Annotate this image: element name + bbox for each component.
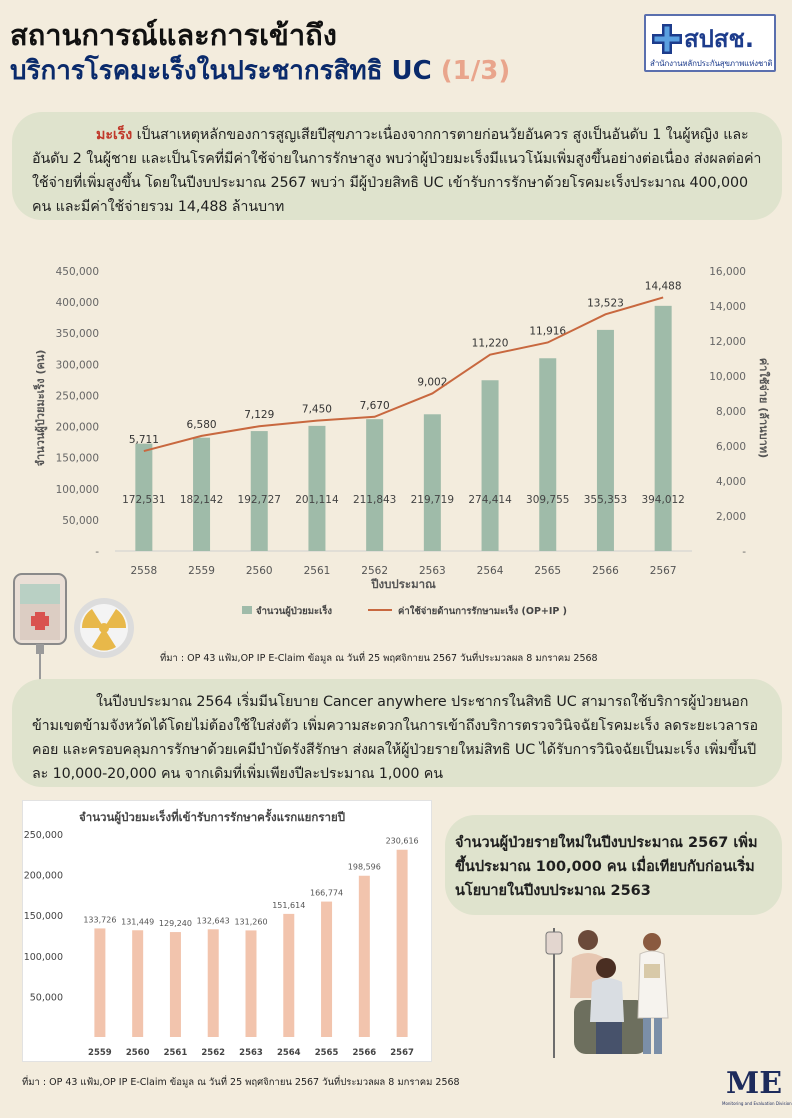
y2-tick-label: 2,000 <box>715 511 746 523</box>
y2-tick-label: 14,000 <box>709 301 746 313</box>
bar <box>283 914 294 1037</box>
y-tick-label: 150,000 <box>55 452 99 465</box>
bar <box>655 306 672 551</box>
highlight-word: มะเร็ง <box>96 127 133 143</box>
x-tick-label: 2565 <box>534 565 562 577</box>
y2-axis-label: ค่าใช้จ่าย (ล้านบาท) <box>757 357 770 459</box>
bar-data-label: 172,531 <box>122 494 166 506</box>
y-tick-label: 300,000 <box>55 359 99 372</box>
intro-text: เป็นสาเหตุหลักของการสูญเสียปีสุขภาวะเนื่องจากการตายก่อนวัยอันควร สูงเป็นอันดับ 1 ในผู้หญิง และอันดับ 2 ในผู้ชาย และเป็นโรคที่มีค่าใช้จ่ายในการรักษาสูง พบว่าผู้ป่วยมะเร็งมีแนวโน้มเพิ่มสูงขึ้นอย่างต่อเนื่อง ส่งผลต่อค่าใช้จ่ายที่เพิ่มสูงขึ้น โดยในปีงบประมาณ 2567 พบว่า มีผู้ป่วยสิทธิ UC เข้ารับการรักษาด้วยโรคมะเร็งประมาณ 400,000 คน และมีค่าใช้จ่ายรวม 14,488 ล้านบาท <box>32 127 762 215</box>
bar-data-label: 129,240 <box>158 919 192 929</box>
x-tick-label: 2564 <box>476 565 504 577</box>
patients-cost-chart <box>20 258 780 638</box>
bar <box>208 929 219 1037</box>
y2-tick-label: 10,000 <box>709 371 746 383</box>
legend-label-line: ค่าใช้จ่ายด้านการรักษามะเร็ง (OP+IP ) <box>398 606 568 617</box>
y-tick-label: 150,000 <box>23 911 63 923</box>
legend-swatch-bars <box>242 606 252 614</box>
bar <box>359 876 370 1037</box>
bar <box>321 902 332 1037</box>
y-tick-label: - <box>95 546 99 558</box>
me-logo-subtitle: Monitoring and Evaluation Division <box>722 1101 792 1106</box>
bar-data-label: 192,727 <box>237 494 281 506</box>
bar <box>308 426 325 551</box>
line-data-label: 11,220 <box>471 337 509 350</box>
bar <box>597 330 614 551</box>
bar <box>424 414 441 551</box>
x-tick-label: 2560 <box>245 565 273 577</box>
x-tick-label: 2560 <box>125 1048 150 1058</box>
x-tick-label: 2559 <box>88 1048 112 1058</box>
y-tick-label: 200,000 <box>55 421 99 434</box>
y2-tick-label: 6,000 <box>715 441 746 453</box>
y2-tick-label: 8,000 <box>715 406 746 418</box>
x-tick-label: 2561 <box>303 565 331 577</box>
bar-data-label: 219,719 <box>410 494 455 506</box>
y-tick-label: 250,000 <box>55 390 99 403</box>
line-data-label: 5,711 <box>128 434 159 447</box>
bar-data-label: 166,774 <box>310 888 344 898</box>
y-tick-label: 100,000 <box>55 483 99 496</box>
intro-paragraph <box>12 112 782 220</box>
x-tick-label: 2566 <box>352 1048 377 1058</box>
x-tick-label: 2565 <box>314 1048 339 1058</box>
bar-data-label: 132,643 <box>196 916 230 926</box>
bar-data-label: 133,726 <box>83 915 117 925</box>
y-tick-label: 200,000 <box>23 870 63 882</box>
line-data-label: 7,450 <box>301 403 332 416</box>
x-tick-label: 2563 <box>239 1048 263 1058</box>
line-data-label: 6,580 <box>186 418 217 431</box>
line-data-label: 14,488 <box>644 280 682 293</box>
line-data-label: 9,002 <box>417 376 448 389</box>
y-tick-label: 400,000 <box>55 297 99 310</box>
y-tick-label: 450,000 <box>55 266 99 278</box>
source-note-2: ที่มา : OP 43 แฟ้ม,OP IP E-Claim ข้อมูล ณ วันที่ 25 พฤศจิกายน 2567 วันที่ประมวลผล 8 มกราคม 2568 <box>22 1077 460 1088</box>
logo-text: สปสช. <box>684 25 754 53</box>
bar-data-label: 355,353 <box>583 494 628 506</box>
nhso-logo <box>644 14 776 72</box>
y-tick-label: 100,000 <box>23 951 63 963</box>
bar <box>397 850 408 1037</box>
y-axis-label: จำนวนผู้ป่วยมะเร็ง (คน) <box>34 349 47 467</box>
x-tick-label: 2564 <box>276 1048 301 1058</box>
bar-data-label: 309,755 <box>526 494 570 506</box>
bar-data-label: 131,260 <box>234 917 268 927</box>
y-tick-label: 250,000 <box>23 830 63 841</box>
radiation-icon <box>72 596 136 660</box>
bar-data-label: 394,012 <box>641 494 685 506</box>
x-axis-label: ปีงบประมาณ <box>371 577 436 591</box>
medical-cross-icon <box>652 24 682 54</box>
y2-tick-label: 16,000 <box>709 266 746 278</box>
bar <box>246 930 257 1037</box>
bar-data-label: 201,114 <box>295 494 339 506</box>
bar-data-label: 198,596 <box>347 862 381 872</box>
page-title: สถานการณ์และการเข้าถึง <box>10 18 337 52</box>
summary-note: จำนวนผู้ป่วยรายใหม่ในปีงบประมาณ 2567 เพิ่มขึ้นประมาณ 100,000 คน เมื่อเทียบกับก่อนเริ่มนโยบายในปีงบประมาณ 2563 <box>445 815 782 915</box>
patient-doctor-illustration <box>540 918 680 1060</box>
chart-title: จำนวนผู้ป่วยมะเร็งที่เข้ารับการรักษาครั้งแรกแยกรายปี <box>79 810 345 824</box>
y2-tick-label: 4,000 <box>715 476 746 488</box>
y-tick-label: 50,000 <box>29 992 63 1004</box>
y2-tick-label: - <box>742 546 746 558</box>
x-tick-label: 2561 <box>163 1048 188 1058</box>
bar <box>251 431 268 551</box>
y-tick-label: 50,000 <box>62 514 99 527</box>
line-data-label: 7,129 <box>244 409 275 422</box>
iv-bag-icon <box>10 570 70 690</box>
y-tick-label: 350,000 <box>55 328 99 341</box>
new-patients-chart <box>23 801 431 1061</box>
bar-data-label: 211,843 <box>352 494 397 506</box>
bar-data-label: 274,414 <box>468 494 512 506</box>
new-patients-chart-box <box>22 800 432 1062</box>
legend-label-bars: จำนวนผู้ป่วยมะเร็ง <box>256 606 333 617</box>
policy-text: ในปีงบประมาณ 2564 เริ่มมีนโยบาย Cancer anywhere ประชากรในสิทธิ UC สามารถใช้บริการผู้ป่วยนอกข้ามเขตข้ามจังหวัดได้โดยไม่ต้องใช้ใบส่งตัว เพิ่มความสะดวกในการเข้าถึงบริการตรวจวินิจฉัยโรคมะเร็ง ลดระยะเวลารอคอย และครอบคลุมการรักษาด้วยเคมีบำบัดรังสีรักษา ส่งผลให้ผู้ป่วยรายใหม่สิทธิ UC ได้รับการวินิจฉัยเป็นมะเร็ง เพิ่มขึ้นปีละ 10,000-20,000 คน จากเดิมที่เพิ่มเพียงปีละประมาณ 1,000 คน <box>32 694 758 782</box>
line-data-label: 13,523 <box>587 297 624 310</box>
policy-paragraph <box>12 679 782 787</box>
bar <box>94 928 105 1037</box>
x-tick-label: 2562 <box>201 1048 226 1058</box>
bar-data-label: 151,614 <box>272 900 306 910</box>
me-logo: ME <box>726 1066 783 1101</box>
bar <box>170 932 181 1037</box>
page-subtitle <box>10 50 510 91</box>
bar <box>482 380 499 551</box>
bar-data-label: 131,449 <box>121 917 155 927</box>
part-indicator: (1/3) <box>440 56 511 86</box>
bar-data-label: 230,616 <box>385 836 419 846</box>
bar <box>539 358 556 551</box>
x-tick-label: 2566 <box>592 565 619 577</box>
x-tick-label: 2567 <box>649 565 677 577</box>
x-tick-label: 2567 <box>390 1048 414 1058</box>
x-tick-label: 2563 <box>418 565 446 577</box>
line-data-label: 7,670 <box>359 399 390 412</box>
subtitle-text: บริการโรคมะเร็งในประชากรสิทธิ UC <box>10 56 432 86</box>
line-data-label: 11,916 <box>529 325 567 338</box>
bar-data-label: 182,142 <box>179 494 224 506</box>
cost-line <box>144 297 663 451</box>
bar <box>366 419 383 551</box>
y2-tick-label: 12,000 <box>709 336 746 348</box>
x-tick-label: 2562 <box>361 565 389 577</box>
x-tick-label: 2558 <box>130 565 158 577</box>
bar <box>132 930 143 1037</box>
x-tick-label: 2559 <box>188 565 215 577</box>
logo-subtitle: สำนักงานหลักประกันสุขภาพแห่งชาติ <box>650 59 773 68</box>
source-note-1: ที่มา : OP 43 แฟ้ม,OP IP E-Claim ข้อมูล ณ วันที่ 25 พฤศจิกายน 2567 วันที่ประมวลผล 8 มกราคม 2568 <box>160 653 598 664</box>
